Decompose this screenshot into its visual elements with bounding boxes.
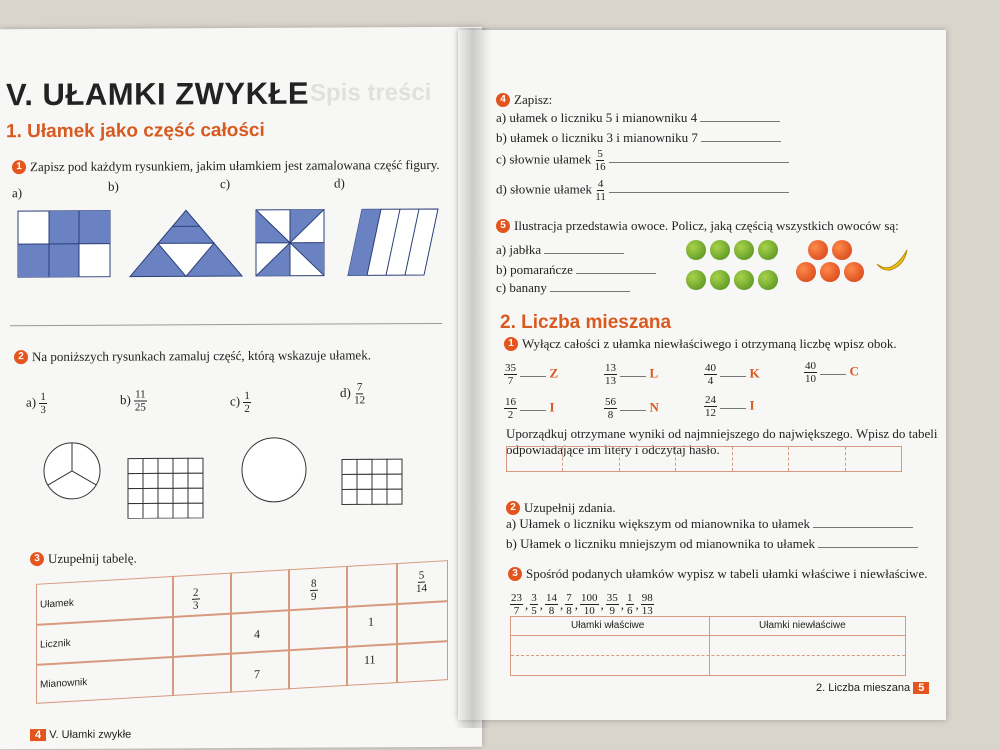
answer-line[interactable] — [520, 410, 546, 411]
numerator: 7 — [566, 592, 572, 604]
fraction — [704, 362, 717, 387]
task-text: Wyłącz całości z ułamka niewłaściwego i otrzymaną liczbę wpisz obok. — [522, 336, 897, 351]
grid-cell[interactable] — [372, 459, 387, 474]
password-cell[interactable] — [676, 447, 732, 471]
task-text: a) jabłka — [496, 242, 542, 257]
mixed-item — [804, 360, 859, 385]
task-5a — [496, 242, 624, 258]
fraction — [804, 360, 817, 385]
banana-icon — [874, 246, 910, 276]
fraction — [510, 592, 523, 617]
grid-5x5[interactable] — [128, 458, 203, 519]
task-text: Uzupełnij tabelę. — [48, 550, 137, 567]
task-number: 5 — [496, 219, 510, 233]
fraction — [545, 592, 558, 617]
figure-d — [348, 209, 438, 275]
denominator: 10 — [583, 605, 595, 617]
task-text: c) banany — [496, 280, 547, 295]
task-number: 3 — [30, 552, 44, 566]
password-cell[interactable] — [846, 447, 901, 471]
apple-icon — [734, 270, 754, 290]
grid-cell[interactable] — [158, 503, 173, 518]
table-value: 11 — [364, 652, 376, 667]
password-cell[interactable] — [620, 447, 676, 471]
answer-line[interactable] — [700, 121, 780, 122]
apple-icon — [710, 270, 730, 290]
grid-cell[interactable] — [143, 473, 158, 488]
letter: L — [649, 365, 659, 381]
page-number: 5 — [913, 682, 929, 694]
table-value: 1 — [368, 614, 374, 629]
grid-cell[interactable] — [357, 459, 372, 474]
grid-cell[interactable] — [143, 518, 158, 519]
answer-line[interactable] — [820, 374, 846, 375]
task-text: Zapisz: — [514, 92, 553, 107]
answer-line[interactable] — [720, 408, 746, 409]
numerator: 35 — [606, 592, 618, 604]
task-2-2a — [506, 516, 913, 532]
answer-line[interactable] — [520, 376, 546, 377]
denominator: 9 — [609, 605, 615, 617]
task-number: 2 — [14, 350, 28, 364]
instruction-line: Uporządkuj otrzymane wyniki od najmniejszego do największego. Wpisz do tabeli — [506, 426, 938, 441]
password-cell[interactable] — [563, 447, 619, 471]
section-title: 2. Liczba mieszana — [500, 312, 672, 333]
grid-cell[interactable] — [342, 459, 357, 474]
fraction — [595, 178, 606, 203]
password-cell[interactable] — [789, 447, 845, 471]
numerator: 16 — [505, 396, 516, 408]
denominator: 11 — [595, 191, 606, 203]
mixed-item — [504, 396, 555, 421]
task-1 — [12, 157, 452, 175]
task-text: Zapisz pod każdym rysunkiem, jakim ułamkiem jest zamalowana część figury. — [30, 156, 440, 175]
mixed-item — [704, 394, 755, 419]
numerator: 1 — [244, 389, 250, 402]
apple-icon — [686, 240, 706, 260]
numerator: 23 — [511, 592, 522, 604]
letter: C — [849, 363, 859, 379]
fraction — [626, 592, 634, 617]
numerator: 11 — [135, 388, 146, 401]
answer-line[interactable] — [550, 291, 630, 292]
denominator: 8 — [548, 605, 555, 617]
column-header: Ułamki niewłaściwe — [759, 620, 846, 631]
fraction — [504, 396, 517, 421]
book-gutter — [455, 28, 491, 728]
denominator: 9 — [311, 590, 317, 604]
numerator: 40 — [705, 362, 716, 374]
answer-line[interactable] — [544, 253, 624, 254]
task-4-title — [496, 92, 552, 108]
answer-line[interactable] — [576, 273, 656, 274]
grid-cell[interactable] — [158, 518, 173, 519]
grid-cell[interactable] — [342, 489, 357, 504]
circle-blank[interactable] — [242, 438, 306, 502]
task-4c — [496, 148, 789, 173]
letter: K — [749, 365, 760, 381]
item-label: d) — [340, 384, 351, 400]
numerator: 2 — [193, 586, 199, 599]
grid-cell[interactable] — [387, 459, 402, 474]
numerator: 7 — [356, 381, 363, 394]
denominator: 4 — [707, 375, 714, 387]
task-5c — [496, 280, 630, 296]
task-4b — [496, 130, 781, 146]
grid-cell[interactable] — [188, 458, 203, 473]
task-text: a) Ułamek o liczniku większym od mianownika to ułamek — [506, 516, 810, 531]
fraction — [604, 396, 617, 421]
grid-cell[interactable] — [158, 488, 173, 503]
proper-improper-table — [510, 616, 906, 676]
answer-line[interactable] — [818, 547, 918, 548]
denominator: 8 — [607, 409, 614, 421]
frac-item-c — [230, 390, 251, 415]
apple-icon — [758, 240, 778, 260]
apple-icon — [734, 240, 754, 260]
table-fraction-2 — [310, 578, 318, 603]
apple-icon — [710, 240, 730, 260]
grid-cell[interactable] — [173, 503, 188, 518]
task-5 — [496, 218, 936, 234]
letter: I — [549, 399, 555, 415]
grid-cell[interactable] — [357, 489, 372, 504]
fraction — [606, 592, 619, 617]
numerator: 5 — [597, 148, 603, 160]
grid-cell[interactable] — [128, 459, 143, 474]
mixed-item — [604, 396, 659, 421]
grid-cell[interactable] — [357, 474, 372, 489]
apples-illustration — [686, 240, 786, 296]
grid-cell[interactable] — [173, 488, 188, 503]
grid-cell[interactable] — [188, 518, 203, 519]
ghost-title: Spis treści — [310, 79, 432, 107]
denominator: 5 — [531, 605, 537, 617]
denominator: 25 — [134, 401, 146, 414]
label-b: b) — [108, 178, 119, 194]
task-text: b) Ułamek o liczniku mniejszym od mianownika to ułamek — [506, 536, 816, 551]
grid-cell[interactable] — [173, 473, 188, 488]
grid-cell[interactable] — [143, 488, 158, 503]
table-fraction-3 — [416, 569, 427, 595]
mixed-item — [704, 362, 760, 387]
fraction — [530, 592, 538, 617]
chapter-title: V. UŁAMKI ZWYKŁE — [6, 75, 310, 113]
item-label: a) — [26, 394, 37, 410]
denominator: 13 — [641, 605, 653, 617]
orange-icon — [832, 240, 852, 260]
task-2-1 — [504, 336, 944, 352]
orange-icon — [808, 240, 828, 260]
mixed-item — [504, 362, 558, 387]
grid-cell[interactable] — [128, 504, 143, 519]
grid-cell[interactable] — [387, 489, 402, 504]
fraction — [504, 362, 517, 387]
answer-line[interactable] — [10, 323, 442, 326]
grid-cell[interactable] — [143, 503, 158, 518]
denominator: 12 — [705, 407, 716, 419]
password-table[interactable] — [506, 446, 902, 472]
frac-item-a — [26, 391, 47, 416]
fraction — [580, 592, 599, 617]
numerator: 4 — [597, 178, 604, 190]
orange-icon — [796, 262, 816, 282]
frac-item-d — [340, 381, 365, 406]
fraction-list: $\frac{23}{7}$ , $\frac{3}{5}$ , $\frac{14}{8}$ , $\frac{7}{8}$ , $\frac{100}{10}$ , $\frac{35}{9}$ , $\frac{1}{6}$ , $\frac{98}{13}$ — [511, 592, 653, 617]
task-number: 2 — [506, 501, 520, 515]
grid-4x3[interactable] — [342, 459, 402, 504]
answer-line[interactable] — [813, 527, 913, 528]
answer-line[interactable] — [609, 162, 789, 163]
task-text: b) pomarańcze — [496, 262, 573, 277]
label-a: a) — [12, 185, 23, 201]
numerator: 1 — [627, 592, 633, 604]
grid-cell[interactable] — [128, 474, 143, 489]
task-5b — [496, 262, 656, 278]
figures-task1 — [10, 197, 450, 289]
task-text: b) ułamek o liczniku 3 i mianowniku 7 — [496, 130, 698, 145]
footer-text: V. Ułamki zwykłe — [49, 728, 132, 742]
grid-cell[interactable] — [188, 473, 203, 488]
fraction-table — [36, 560, 448, 704]
figures-task2[interactable] — [40, 427, 420, 519]
grid-cell[interactable] — [143, 458, 158, 473]
row-label-numerator: Licznik — [40, 637, 71, 651]
orange-icon — [844, 262, 864, 282]
letter: Z — [549, 365, 559, 381]
task-number: 1 — [12, 160, 26, 174]
label-c: c) — [220, 176, 231, 192]
answer-line[interactable] — [701, 141, 781, 142]
row-label-fraction: Ułamek — [40, 597, 74, 611]
section-title: 1. Ułamek jako część całości — [6, 119, 265, 143]
instruction-line: odpowiadające im litery i odczytaj hasło. — [506, 442, 720, 457]
denominator: 6 — [627, 605, 633, 617]
left-page — [0, 27, 482, 750]
denominator: 12 — [354, 394, 366, 407]
answer-line[interactable] — [620, 410, 646, 411]
task-text: Ilustracja przedstawia owoce. Policz, jaką częścią wszystkich owoców są: — [514, 218, 899, 233]
task-text: d) słownie ułamek — [496, 181, 593, 197]
fraction — [704, 394, 717, 419]
task-4a — [496, 110, 780, 126]
letter: I — [749, 397, 755, 413]
oranges-banana-illustration — [796, 240, 916, 296]
footer-text: 2. Liczba mieszana — [816, 682, 911, 694]
fraction — [39, 391, 47, 416]
answer-line[interactable] — [620, 376, 646, 377]
fraction — [565, 592, 573, 617]
task-3 — [30, 551, 137, 568]
numerator: 3 — [531, 592, 537, 604]
denominator: 13 — [605, 375, 616, 387]
orange-icon — [820, 262, 840, 282]
task-2-2 — [506, 500, 616, 516]
password-cell[interactable] — [733, 447, 789, 471]
fraction — [604, 362, 617, 387]
right-page — [458, 30, 946, 720]
denominator: 8 — [566, 605, 572, 617]
right-footer — [816, 682, 929, 694]
table-value: 4 — [254, 626, 260, 642]
numerator: 1 — [40, 391, 46, 404]
numerator: 13 — [605, 362, 616, 374]
fraction — [243, 390, 251, 415]
apple-icon — [758, 270, 778, 290]
answer-line[interactable] — [720, 376, 746, 377]
task-number: 3 — [508, 567, 522, 581]
grid-cell[interactable] — [342, 474, 357, 489]
figure-a — [18, 211, 110, 277]
grid-cell[interactable] — [372, 489, 387, 504]
task-text: Na poniższych rysunkach zamaluj część, którą wskazuje ułamek. — [32, 347, 371, 365]
denominator: 3 — [40, 404, 46, 417]
task-2-2b — [506, 536, 918, 552]
letter: N — [649, 399, 659, 415]
task-text: a) ułamek o liczniku 5 i mianowniku 4 — [496, 110, 698, 125]
task-number: 4 — [496, 93, 510, 107]
denominator: 7 — [507, 375, 514, 387]
mixed-item — [604, 362, 658, 387]
denominator: 10 — [805, 373, 816, 385]
numerator: 40 — [805, 360, 816, 372]
numerator: 14 — [546, 592, 557, 604]
apple-icon — [686, 270, 706, 290]
numerator: 5 — [418, 569, 425, 582]
grid-cell[interactable] — [188, 503, 203, 518]
task-4d — [496, 178, 789, 203]
password-cell[interactable] — [507, 447, 563, 471]
denominator: 16 — [594, 161, 606, 173]
task-text: Spośród podanych ułamków wypisz w tabeli ułamki właściwe i niewłaściwe. — [526, 566, 928, 581]
fraction — [134, 388, 147, 413]
denominator: 14 — [416, 582, 427, 595]
left-footer — [30, 729, 131, 742]
numerator: 8 — [311, 577, 317, 591]
grid-cell[interactable] — [158, 458, 173, 473]
row-label-denominator: Mianownik — [40, 676, 88, 691]
answer-line[interactable] — [609, 192, 789, 193]
numerator: 35 — [505, 362, 516, 374]
numerator: 100 — [581, 592, 598, 604]
fraction — [641, 592, 654, 617]
denominator: 7 — [513, 605, 520, 617]
grid-cell[interactable] — [387, 474, 402, 489]
page-number: 4 — [30, 729, 46, 741]
numerator: 98 — [641, 592, 653, 604]
fraction — [354, 381, 365, 406]
item-label: c) — [230, 393, 241, 409]
denominator: 3 — [193, 599, 199, 612]
denominator: 2 — [244, 402, 250, 415]
grid-cell[interactable] — [188, 488, 203, 503]
table-value: 7 — [254, 666, 260, 682]
task-text: Uzupełnij zdania. — [524, 500, 616, 515]
item-label: b) — [120, 392, 131, 408]
task-text: c) słownie ułamek — [496, 151, 592, 167]
label-d: d) — [334, 175, 345, 191]
figure-c — [256, 210, 324, 276]
numerator: 24 — [705, 394, 716, 406]
column-header: Ułamki właściwe — [571, 620, 645, 631]
table-fraction-1 — [192, 586, 200, 611]
task-number: 1 — [504, 337, 518, 351]
circle-thirds[interactable] — [44, 443, 100, 499]
fraction — [595, 148, 606, 173]
task-2 — [14, 347, 454, 365]
denominator: 2 — [507, 409, 514, 421]
grid-cell[interactable] — [128, 489, 143, 504]
grid-cell[interactable] — [173, 518, 188, 519]
figure-b — [130, 210, 242, 277]
task-2-3 — [508, 566, 948, 582]
grid-cell[interactable] — [128, 519, 143, 520]
frac-item-b — [120, 388, 147, 413]
grid-cell[interactable] — [372, 474, 387, 489]
grid-cell[interactable] — [173, 458, 188, 473]
numerator: 56 — [605, 396, 616, 408]
grid-cell[interactable] — [158, 473, 173, 488]
